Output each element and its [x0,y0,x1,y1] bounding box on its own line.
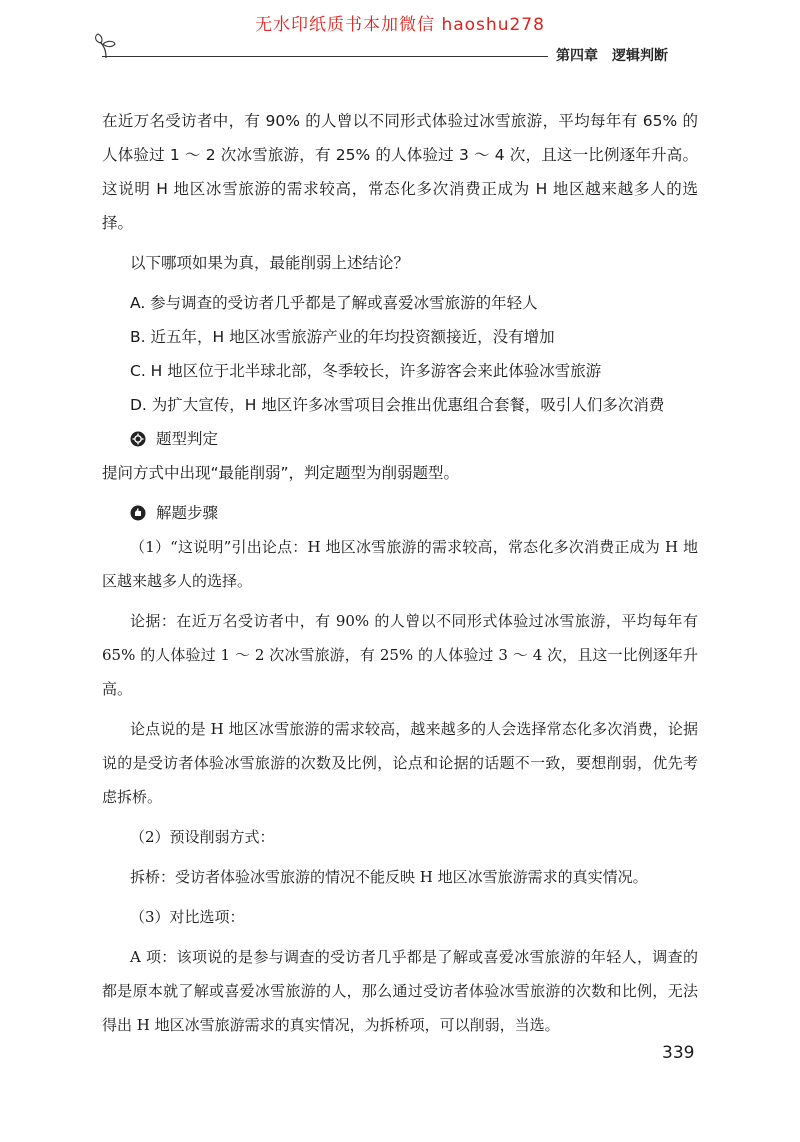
question-stem: 在近万名受访者中，有 90% 的人曾以不同形式体验过冰雪旅游，平均每年有 65% 的人体验过 1 ～ 2 次冰雪旅游，有 25% 的人体验过 3 ～ 4 次，且这一比例逐年升高。这说明 H 地区冰雪旅游的需求较高，常态化多次消费正成为 H 地区越来越多人的选择。 [102,112,698,232]
option-d: D. 为扩大宣传，H 地区许多冰雪项目会推出优惠组合套餐，吸引人们多次消费 [130,396,665,414]
chapter-title: 逻辑判断 [612,48,668,64]
step-2-text: （2）预设削弱方式： [130,828,275,846]
steps-section-heading [102,496,698,530]
page-number: 339 [662,1043,695,1063]
gear-icon [130,431,146,447]
type-section-title: 题型判定 [156,430,219,448]
option-b: B. 近五年，H 地区冰雪旅游产业的年均投资额接近，没有增加 [130,328,555,346]
watermark-text: 无水印纸质书本加微信 haoshu278 [255,15,545,35]
hand-icon [130,505,146,521]
bridge-text: 拆桥：受访者体验冰雪旅游的情况不能反映 H 地区冰雪旅游需求的真实情况。 [130,868,648,886]
option-a: A. 参与调查的受访者几乎都是了解或喜爱冰雪旅游的年轻人 [130,294,538,312]
evidence-text: 论据：在近万名受访者中，有 90% 的人曾以不同形式体验过冰雪旅游，平均每年有 65% 的人体验过 1 ～ 2 次冰雪旅游，有 25% 的人体验过 3 ～ 4 次，且这一比例逐年升高。 [102,612,698,698]
chapter-number: 第四章 [556,48,598,64]
type-section-text: 提问方式中出现“最能削弱”，判定题型为削弱题型。 [102,464,460,482]
step-3-text: （3）对比选项： [130,908,245,926]
chapter-header [556,45,668,65]
steps-section-title: 解题步骤 [156,504,219,522]
option-a-analysis: A 项：该项说的是参与调查的受访者几乎都是了解或喜爱冰雪旅游的年轻人，调查的都是原本就了解或喜爱冰雪旅游的人，那么通过受访者体验冰雪旅游的次数和比例，无法得出 H 地区冰雪旅游需求的真实情况，为拆桥项，可以削弱，当选。 [102,948,698,1034]
header-rule [102,56,548,57]
step-1-text: （1）“这说明”引出论点：H 地区冰雪旅游的需求较高，常态化多次消费正成为 H 地区越来越多人的选择。 [102,538,698,590]
analysis-text: 论点说的是 H 地区冰雪旅游的需求较高，越来越多的人会选择常态化多次消费，论据说的是受访者体验冰雪旅游的次数及比例，论点和论据的话题不一致，要想削弱，优先考虑拆桥。 [102,720,698,806]
question-prompt: 以下哪项如果为真，最能削弱上述结论？ [130,254,410,272]
type-section-heading [102,422,698,456]
page-content [102,104,698,1042]
option-c: C. H 地区位于北半球北部，冬季较长，许多游客会来此体验冰雪旅游 [130,362,602,380]
